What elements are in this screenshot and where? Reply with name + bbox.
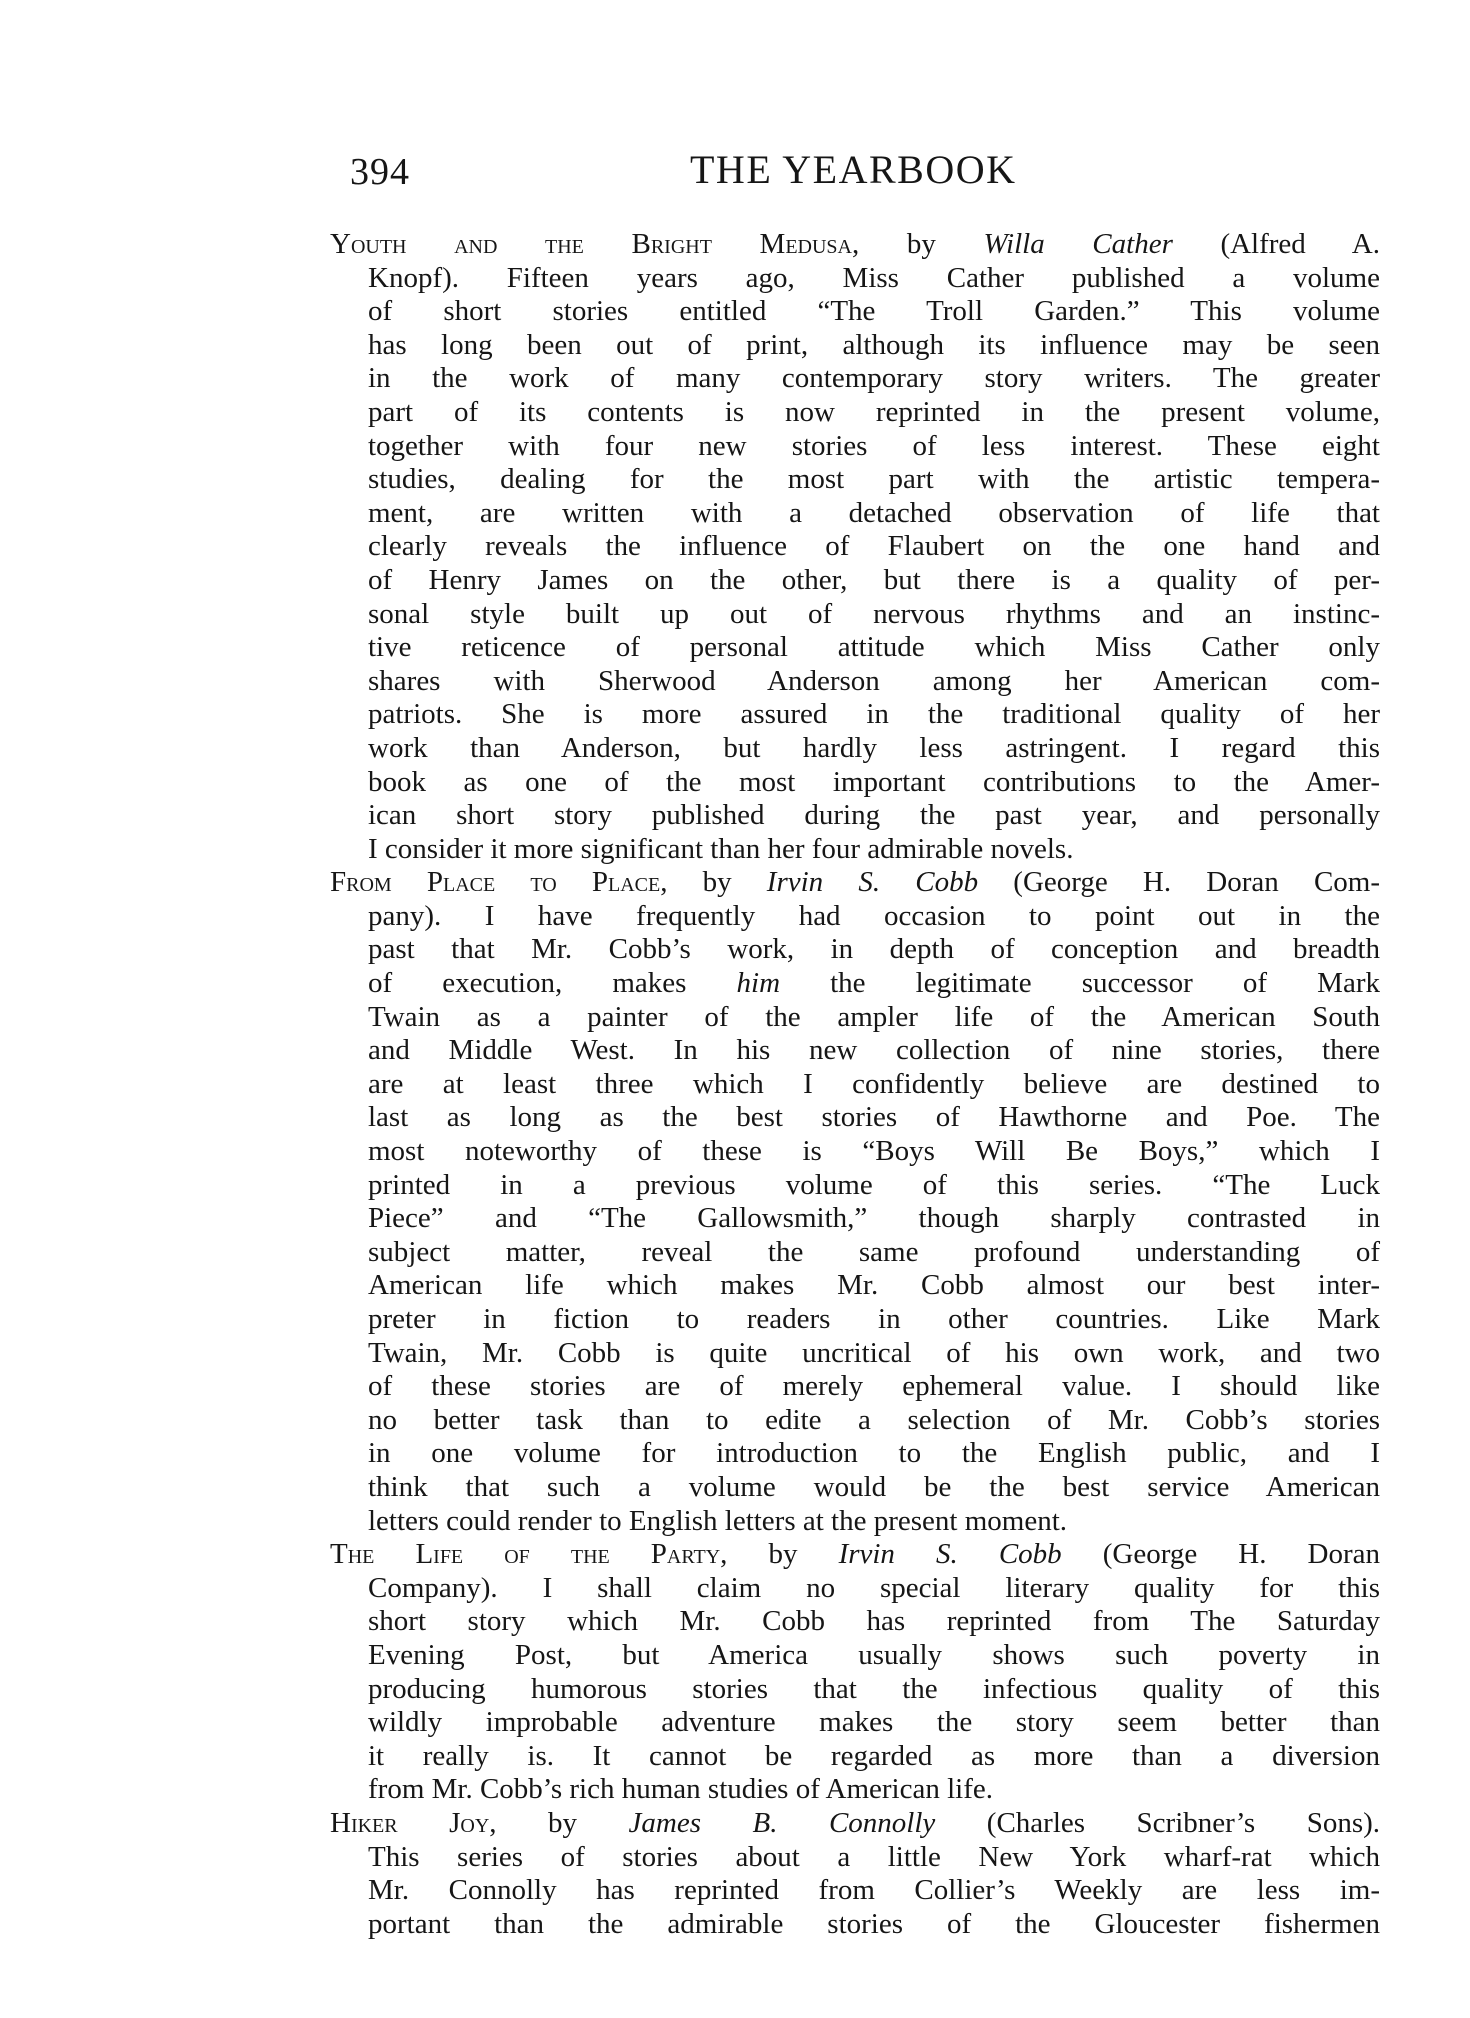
text-run: clearly reveals the influence of Flaubert on the one hand and — [368, 530, 1380, 563]
book-title: From Place to Place, — [330, 866, 668, 899]
text-run: subject matter, reveal the same profound understanding of — [368, 1235, 1380, 1268]
review-entry — [330, 1807, 1380, 1941]
text-line — [330, 1874, 1380, 1908]
text-line — [330, 1236, 1380, 1270]
text-line — [330, 430, 1380, 464]
text-line — [330, 228, 1380, 262]
text-line — [330, 295, 1380, 329]
text-run: shares with Sherwood Anderson among her American com- — [368, 664, 1380, 697]
text-run: of these stories are of merely ephemeral value. I should like — [368, 1370, 1380, 1403]
text-run: by — [496, 1806, 629, 1839]
text-run: has long been out of print, although its influence may be seen — [368, 328, 1380, 361]
text-line — [330, 866, 1380, 900]
text-run: portant than the admirable stories of the Gloucester fishermen — [368, 1907, 1380, 1940]
text-line — [330, 732, 1380, 766]
text-line — [330, 1706, 1380, 1740]
text-run: it really is. It cannot be regarded as more than a diversion — [368, 1739, 1380, 1772]
text-run: of Henry James on the other, but there is a quality of per- — [368, 563, 1380, 596]
text-run: American life which makes Mr. Cobb almost our best inter- — [368, 1269, 1380, 1302]
text-line — [330, 1908, 1380, 1942]
text-run: think that such a volume would be the best service American — [368, 1470, 1380, 1503]
text-line — [330, 698, 1380, 732]
text-run: tive reticence of personal attitude which Miss Cather only — [368, 631, 1380, 664]
page-title: THE YEARBOOK — [690, 147, 1017, 192]
text-line — [330, 1269, 1380, 1303]
text-line — [330, 833, 1380, 867]
text-run: (Charles Scribner’s Sons). — [935, 1806, 1381, 1839]
text-line — [330, 631, 1380, 665]
text-line — [330, 1034, 1380, 1068]
text-run: of execution, makes — [368, 967, 737, 1000]
page-number: 394 — [350, 151, 410, 193]
text-line — [330, 1841, 1380, 1875]
review-entries — [330, 228, 1380, 1941]
text-line — [330, 1068, 1380, 1102]
text-line — [330, 1673, 1380, 1707]
text-line — [330, 1169, 1380, 1203]
text-line — [330, 1437, 1380, 1471]
text-run: short story which Mr. Cobb has reprinted from The Saturday — [368, 1605, 1380, 1638]
text-run: of short stories entitled “The Troll Garden.” This volume — [368, 295, 1380, 328]
text-run: in the work of many contemporary story writers. The greater — [368, 362, 1380, 395]
text-run: together with four new stories of less interest. These eight — [368, 429, 1380, 462]
author-name: Irvin S. Cobb — [766, 866, 979, 899]
text-line — [330, 1135, 1380, 1169]
text-run: book as one of the most important contributions to the Amer- — [368, 765, 1380, 798]
text-line — [330, 1605, 1380, 1639]
text-line — [330, 967, 1380, 1001]
text-line — [330, 1101, 1380, 1135]
text-line — [330, 1001, 1380, 1035]
text-run: last as long as the best stories of Hawthorne and Poe. The — [368, 1101, 1380, 1134]
text-run: This series of stories about a little New York wharf-rat which — [368, 1840, 1380, 1873]
text-line — [330, 329, 1380, 363]
text-line — [330, 1404, 1380, 1438]
text-run: and Middle West. In his new collection of nine stories, there — [368, 1034, 1380, 1067]
author-name: James B. Connolly — [628, 1806, 936, 1839]
text-run: by — [727, 1538, 839, 1571]
text-run: the legitimate successor of Mark — [780, 967, 1380, 1000]
text-line — [330, 1807, 1380, 1841]
text-line — [330, 262, 1380, 296]
text-run: sonal style built up out of nervous rhythms and an instinc- — [368, 597, 1380, 630]
text-run: (George H. Doran — [1061, 1538, 1381, 1571]
review-entry — [330, 866, 1380, 1538]
running-head — [350, 147, 1390, 200]
text-run: Twain, Mr. Cobb is quite uncritical of his own work, and two — [368, 1336, 1380, 1369]
text-line — [330, 1303, 1380, 1337]
text-line — [330, 1572, 1380, 1606]
text-run: pany). I have frequently had occasion to point out in the — [368, 899, 1380, 932]
text-run: ment, are written with a detached observation of life that — [368, 496, 1380, 529]
text-line — [330, 766, 1380, 800]
text-run: by — [859, 228, 984, 260]
text-run: Mr. Connolly has reprinted from Collier’s Weekly are less im- — [368, 1874, 1380, 1907]
text-run: studies, dealing for the most part with the artistic tempera- — [368, 463, 1380, 496]
text-line — [330, 1639, 1380, 1673]
text-line — [330, 598, 1380, 632]
author-name: Willa Cather — [983, 228, 1173, 260]
text-run: Knopf). Fifteen years ago, Miss Cather published a volume — [368, 261, 1380, 294]
text-run: I consider it more significant than her four admirable novels. — [368, 832, 1074, 865]
text-run: (George H. Doran Com- — [978, 866, 1380, 899]
text-line — [330, 1505, 1380, 1539]
text-run: wildly improbable adventure makes the story seem better than — [368, 1706, 1380, 1739]
text-run: printed in a previous volume of this series. “The Luck — [368, 1168, 1380, 1201]
text-run: by — [667, 866, 767, 899]
book-title: Hiker Joy, — [330, 1806, 497, 1839]
text-run: patriots. She is more assured in the traditional quality of her — [368, 698, 1380, 731]
text-line — [330, 933, 1380, 967]
text-line — [330, 1337, 1380, 1371]
text-run: Evening Post, but America usually shows such poverty in — [368, 1638, 1380, 1671]
review-entry — [330, 228, 1380, 866]
author-name: Irvin S. Cobb — [838, 1538, 1062, 1571]
text-line — [330, 497, 1380, 531]
text-line — [330, 665, 1380, 699]
text-run: (Alfred A. — [1172, 228, 1380, 260]
text-line — [330, 362, 1380, 396]
text-line — [330, 463, 1380, 497]
text-run: ican short story published during the past year, and personally — [368, 799, 1380, 832]
text-run: letters could render to English letters at the present moment. — [368, 1504, 1068, 1537]
book-title: Youth and the Bright Medusa, — [330, 228, 860, 260]
book-title: The Life of the Party, — [330, 1538, 728, 1571]
text-line — [330, 1740, 1380, 1774]
text-line — [330, 1202, 1380, 1236]
text-run: are at least three which I confidently believe are destined to — [368, 1067, 1380, 1100]
text-run: past that Mr. Cobb’s work, in depth of conception and breadth — [368, 933, 1380, 966]
text-run: no better task than to edite a selection of Mr. Cobb’s stories — [368, 1403, 1380, 1436]
text-line — [330, 1538, 1380, 1572]
text-line — [330, 530, 1380, 564]
text-line — [330, 564, 1380, 598]
text-line — [330, 1773, 1380, 1807]
text-run: preter in fiction to readers in other countries. Like Mark — [368, 1303, 1380, 1335]
text-run: from Mr. Cobb’s rich human studies of American life. — [368, 1773, 994, 1806]
text-line — [330, 1471, 1380, 1505]
text-line — [330, 900, 1380, 934]
text-run: part of its contents is now reprinted in the present volume, — [368, 395, 1380, 428]
review-entry — [330, 1538, 1380, 1807]
text-run: Piece” and “The Gallowsmith,” though sharply contrasted in — [368, 1202, 1380, 1235]
text-run: Twain as a painter of the ampler life of the American South — [368, 1000, 1380, 1033]
text-run: in one volume for introduction to the English public, and I — [368, 1437, 1380, 1470]
text-run: producing humorous stories that the infectious quality of this — [368, 1672, 1380, 1705]
text-line — [330, 1370, 1380, 1404]
text-run: work than Anderson, but hardly less astringent. I regard this — [368, 731, 1380, 764]
text-run: Company). I shall claim no special literary quality for this — [368, 1571, 1380, 1604]
author-name: him — [736, 967, 781, 1000]
text-line — [330, 396, 1380, 430]
text-run: most noteworthy of these is “Boys Will Be Boys,” which I — [368, 1135, 1380, 1168]
text-line — [330, 799, 1380, 833]
